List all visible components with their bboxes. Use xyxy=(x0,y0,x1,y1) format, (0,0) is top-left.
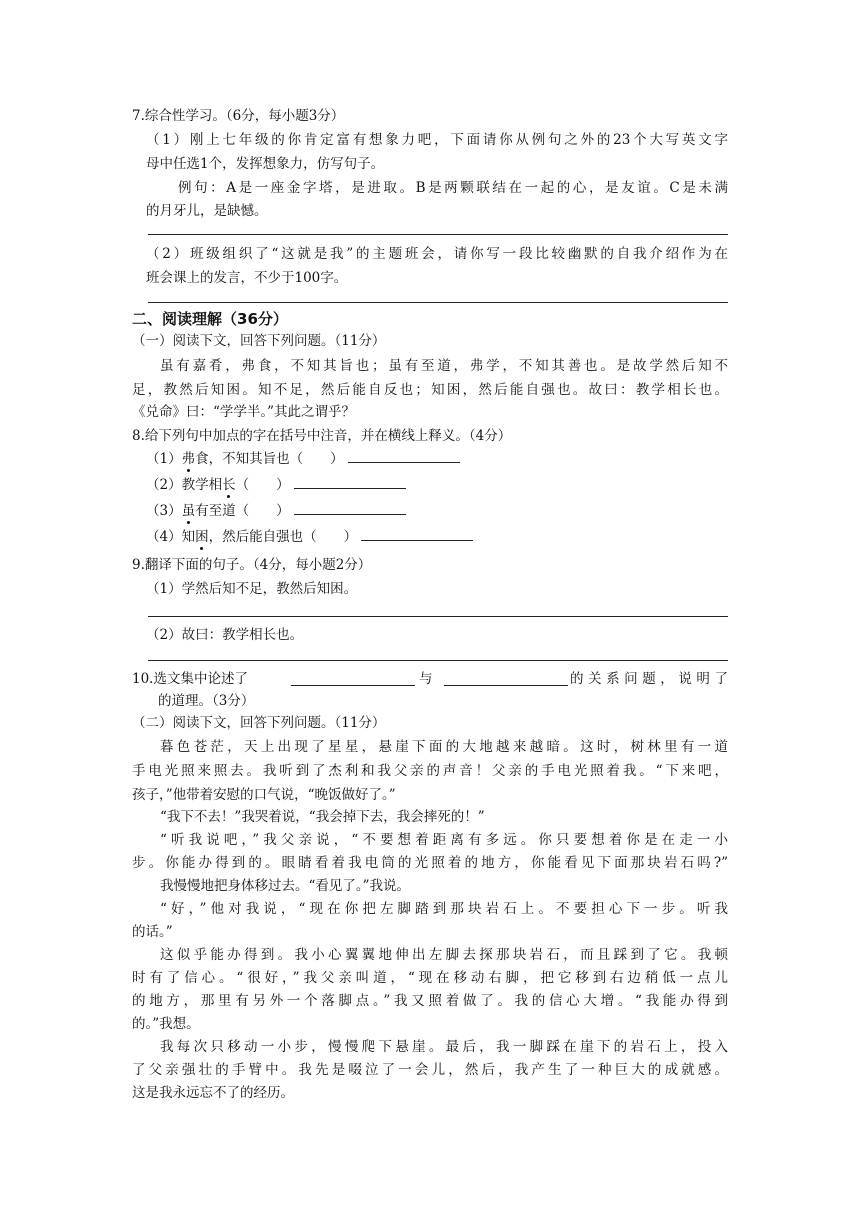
q8-item-3 xyxy=(146,500,406,521)
part1-passage-line3: 《兑命》曰：“学学半。”其此之谓乎？ xyxy=(132,404,356,420)
q8-item-4-post: ，然后能自强也（ ） xyxy=(208,529,358,545)
part2-line-3: 孩子，”他带着安慰的口气说，“晚饭做好了。” xyxy=(132,787,396,803)
part1-passage-line2: 足，教然后知困。知不足，然后能自反也；知困，然后能自强也。故曰：教学相长也。 xyxy=(132,382,728,398)
part2-line-14: 我每次只移动一小步，慢慢爬下悬崖。最后，我一脚踩在崖下的岩石上，投入 xyxy=(160,1039,728,1055)
q8-item-4-pre: （4）知 xyxy=(146,529,196,545)
part1-passage-line1: 虽有嘉肴，弗食，不知其旨也；虽有至道，弗学，不知其善也。是故学然后知不 xyxy=(160,358,728,374)
q10-answer-blank-1[interactable] xyxy=(291,671,415,686)
q8-item-3-pre: （3） xyxy=(146,503,182,519)
part2-line-15: 了父亲强壮的手臂中。我先是啜泣了一会儿，然后，我产生了一种巨大的成就感。 xyxy=(132,1062,728,1078)
q8-item-1-pre: （1） xyxy=(146,451,182,467)
answer-line-q9-1 xyxy=(148,616,728,617)
q8-item-4 xyxy=(146,526,473,547)
answer-line-q7-1 xyxy=(148,234,728,235)
q10-answer-blank-2[interactable] xyxy=(444,671,568,686)
q8-item-2 xyxy=(146,474,406,495)
q7-part1-line1: （1）刚上七年级的你肯定富有想象力吧，下面请你从例句之外的23个大写英文字 xyxy=(146,132,728,148)
q8-item-1-answer-blank[interactable] xyxy=(348,448,460,463)
part2-line-5: “听我说吧，”我父亲说，“不要想着距离有多远。你只要想着你是在走一小 xyxy=(160,832,728,848)
q10-part-a: 10.选文集中论述了 xyxy=(132,671,248,687)
q8-item-1 xyxy=(146,448,460,469)
q8-item-2-post: （ ） xyxy=(235,477,290,493)
q10-part-b: 与 xyxy=(419,671,433,687)
q9-sentence-1: （1）学然后知不足，教然后知困。 xyxy=(146,581,358,597)
q8-item-3-dotted-char: 虽 xyxy=(181,503,196,519)
q10-part-c: 的关系问题，说明了 xyxy=(570,671,728,687)
part2-line-4: “我下不去！”我哭着说，“我会掉下去，我会摔死的！” xyxy=(160,809,485,825)
part2-line-10: 这似乎能办得到。我小心翼翼地伸出左脚去探那块岩石，而且踩到了它。我顿 xyxy=(160,947,728,963)
part2-line-2: 手电光照来照去。我听到了杰利和我父亲的声音！父亲的手电光照着我。“下来吧， xyxy=(132,763,728,779)
q8-item-1-dotted-char: 弗 xyxy=(181,451,196,467)
q8-item-4-answer-blank[interactable] xyxy=(361,526,473,541)
q8-item-1-post: 食，不知其旨也（ ） xyxy=(195,451,344,467)
q8-title: 8.给下列句中加点的字在括号中注音，并在横线上释义。（4分） xyxy=(132,428,512,444)
q7-part2-line1: （2）班级组织了“这就是我”的主题班会，请你写一段比较幽默的自我介绍作为在 xyxy=(146,246,728,262)
part2-line-11: 时有了信心。“很好，”我父亲叫道，“现在移动右脚，把它移到右边稍低一点儿 xyxy=(132,970,728,986)
q8-item-3-post: 有至道（ ） xyxy=(195,503,290,519)
q8-item-3-answer-blank[interactable] xyxy=(294,500,406,515)
q8-item-4-dotted-char: 困 xyxy=(195,529,209,545)
part2-line-6: 步。你能办得到的。眼睛看着我电筒的光照着的地方，你能看见下面那块岩石吗?” xyxy=(132,855,728,871)
part2-line-16: 这是我永远忘不了的经历。 xyxy=(132,1085,294,1101)
q7-part1-line2: 母中任选1个，发挥想象力，仿写句子。 xyxy=(146,156,385,172)
section-heading: 二、阅读理解（36分） xyxy=(132,310,288,328)
part2-line-13: 的。”我想。 xyxy=(132,1016,200,1032)
part2-line-8: “好，”他对我说，“现在你把左脚踏到那块岩石上。不要担心下一步。听我 xyxy=(160,901,728,917)
answer-line-q9-2 xyxy=(148,660,728,661)
q7-example-line1: 例句：A是一座金字塔，是进取。B是两颗联结在一起的心，是友谊。C是未满 xyxy=(178,180,728,196)
q10-line2: 的道理。（3分） xyxy=(158,693,255,709)
q7-title: 7.综合性学习。（6分，每小题3分） xyxy=(132,108,345,124)
q8-item-2-pre: （2）教学相 xyxy=(146,477,223,493)
q9-title: 9.翻译下面的句子。（4分，每小题2分） xyxy=(132,557,372,573)
q7-example-line2: 的月牙儿，是缺憾。 xyxy=(146,203,268,219)
part2-line-9: 的话。” xyxy=(132,924,173,940)
part2-line-1: 暮色苍茫，天上出现了星星，悬崖下面的大地越来越暗。这时，树林里有一道 xyxy=(160,739,728,755)
answer-line-q7-2 xyxy=(148,302,728,303)
part2-intro: （二）阅读下文，回答下列问题。（11分） xyxy=(132,715,386,731)
q7-part2-line2: 班会课上的发言，不少于100字。 xyxy=(146,270,348,286)
part1-intro: （一）阅读下文，回答下列问题。（11分） xyxy=(132,333,386,349)
part2-line-7: 我慢慢地把身体移过去。“看见了。”我说。 xyxy=(160,878,411,894)
q8-item-2-dotted-char: 长 xyxy=(222,477,236,493)
q8-item-2-answer-blank[interactable] xyxy=(294,474,406,489)
part2-line-12: 的地方，那里有另外一个落脚点。”我又照着做了。我的信心大增。“我能办得到 xyxy=(132,993,728,1009)
q9-sentence-2: （2）故曰：教学相长也。 xyxy=(146,627,304,643)
